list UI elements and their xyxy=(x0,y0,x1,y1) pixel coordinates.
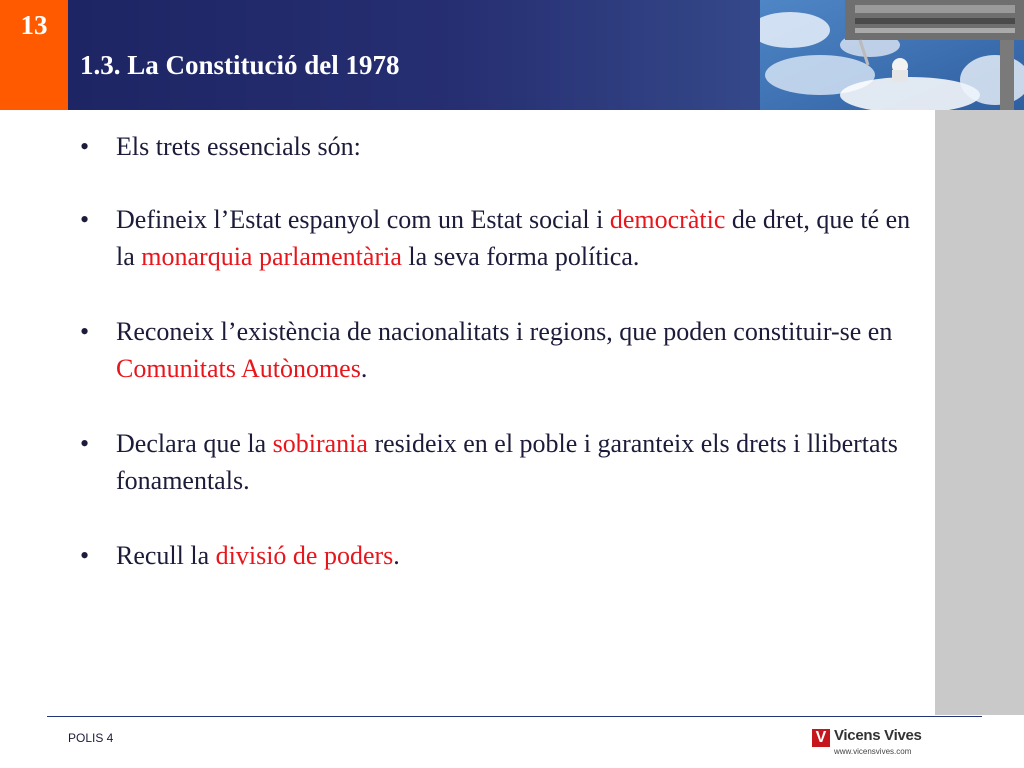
page-number: 13 xyxy=(20,10,48,40)
bullet-text: la seva forma política. xyxy=(401,242,640,271)
brand-name: Vicens Vives xyxy=(834,727,922,744)
bullet-item xyxy=(80,537,935,574)
bullet-icon: • xyxy=(80,205,90,234)
side-panel xyxy=(935,110,1024,715)
bullet-text: Recull la xyxy=(116,541,216,570)
brand xyxy=(812,727,922,759)
bullet-text: . xyxy=(393,541,400,570)
space-station-image xyxy=(760,0,1024,110)
highlighted-term: Comunitats Autònomes xyxy=(116,354,361,383)
page-number-box xyxy=(0,0,68,110)
bullet-item xyxy=(80,128,935,165)
brand-url: www.vicensvives.com xyxy=(834,747,912,756)
bullet-text: Els trets essencials són: xyxy=(116,132,361,161)
bullet-icon: • xyxy=(80,132,90,161)
bullet-text: de dret, que té en la xyxy=(116,205,911,271)
bullet-item xyxy=(80,201,935,275)
highlighted-term: sobirania xyxy=(272,429,368,458)
bullet-text: Defineix l’Estat espanyol com un Estat social i xyxy=(116,205,610,234)
bullet-list xyxy=(80,128,935,612)
slide-title: 1.3. La Constitució del 1978 xyxy=(80,50,400,80)
footer-divider xyxy=(47,716,982,717)
bullet-icon: • xyxy=(80,541,90,570)
bullet-text: Reconeix l’existència de nacionalitats i regions, que poden constituir-se en xyxy=(116,317,893,346)
highlighted-term: divisió de poders xyxy=(215,541,394,570)
highlighted-term: monarquia parlamentària xyxy=(141,242,402,271)
space-station-photo xyxy=(760,0,1024,110)
bullet-item xyxy=(80,313,935,387)
bullet-icon: • xyxy=(80,317,90,346)
bullet-item xyxy=(80,425,935,499)
vicens-vives-logo-icon: V xyxy=(812,729,830,747)
bullet-text: . xyxy=(360,354,368,383)
bullet-icon: • xyxy=(80,429,90,458)
footer-label: POLIS 4 xyxy=(68,731,114,745)
highlighted-term: democràtic xyxy=(609,205,726,234)
bullet-text: resideix en el poble i garanteix els drets i llibertats fonamentals. xyxy=(116,429,898,495)
bullet-text: Declara que la xyxy=(116,429,273,458)
